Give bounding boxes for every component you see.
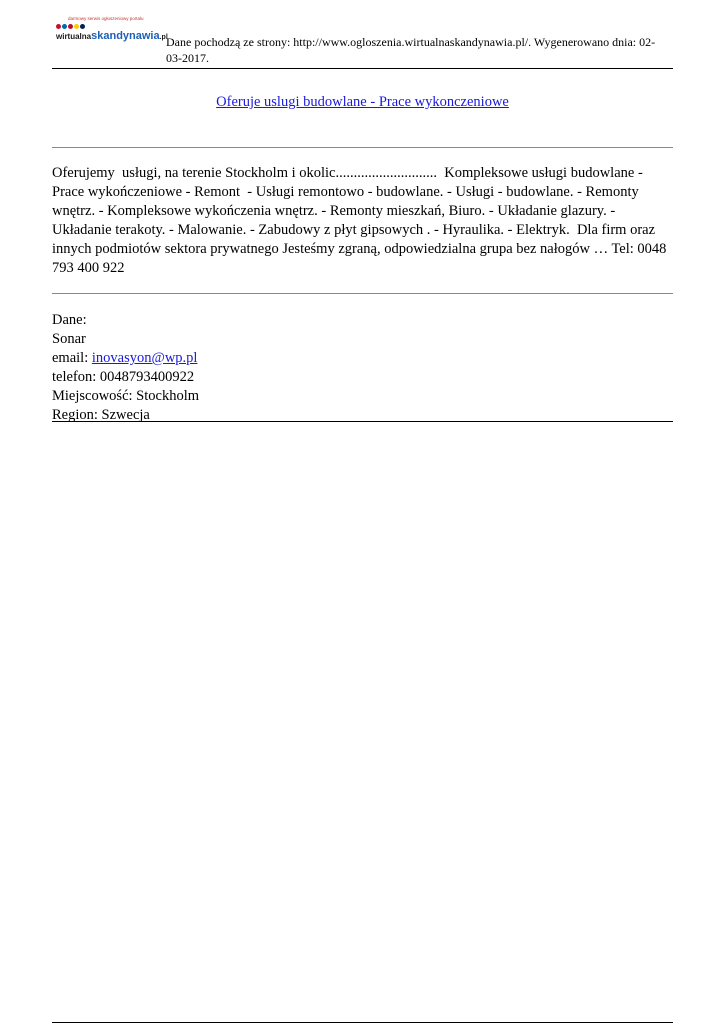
contact-phone: telefon: 0048793400922 [52, 369, 195, 385]
divider-contact-bottom [52, 421, 673, 422]
document-page [52, 0, 673, 1024]
listing-title-link[interactable]: Oferuje uslugi budowlane - Prace wykonczeniowe [216, 94, 509, 110]
contact-city: Miejscowość: Stockholm [52, 388, 200, 404]
logo-word-part1: wirtualna [56, 32, 92, 41]
logo-tagline: darmowy serwis ogłoszeniowy portalu [68, 16, 144, 21]
page-header [52, 14, 673, 69]
listing-description: Oferujemy usługi, na terenie Stockholm i okolic............................ Kompleksowe usługi budowlane - Prace wykończeniowe - Remont - Usługi remontowo - budowlane. - Usługi - budowlane. - Remonty wnętrz. - Kompleksowe wykończenia wnętrz. - Remonty mieszkań, Biuro. - Układanie glazury. - Układanie terakoty. - Malowanie. - Zabudowy z płyt gipsowych . - Hyraulika. - Elektryk. Dla firm oraz innych podmiotów sektora prywatnego Jesteśmy zgraną, odpowiedzialna grupa bez nałogów … Tel: 0048 793 400 922 [52, 165, 671, 276]
contact-email-row [52, 349, 673, 368]
logo-wordmark [56, 29, 168, 44]
email-link[interactable]: inovasyon@wp.pl [91, 350, 198, 366]
source-note: Dane pochodzą ze strony: http://www.ogloszenia.wirtualnaskandynawia.pl/. Wygenerowano dnia: 02-03-2017. [166, 35, 656, 65]
logo-word-part3: .pl [159, 34, 168, 41]
divider-footer [52, 1022, 673, 1023]
site-logo[interactable] [52, 14, 168, 48]
listing-title-wrap [52, 93, 673, 111]
contact-name: Sonar [52, 331, 86, 347]
divider-top [52, 147, 673, 148]
logo-word-part2: skandynawia [91, 30, 160, 42]
contact-heading: Dane: [52, 312, 87, 328]
divider-middle [52, 293, 673, 294]
contact-block [52, 311, 673, 425]
contact-region: Region: Szwecja [52, 407, 150, 423]
email-label: email: [52, 350, 92, 366]
